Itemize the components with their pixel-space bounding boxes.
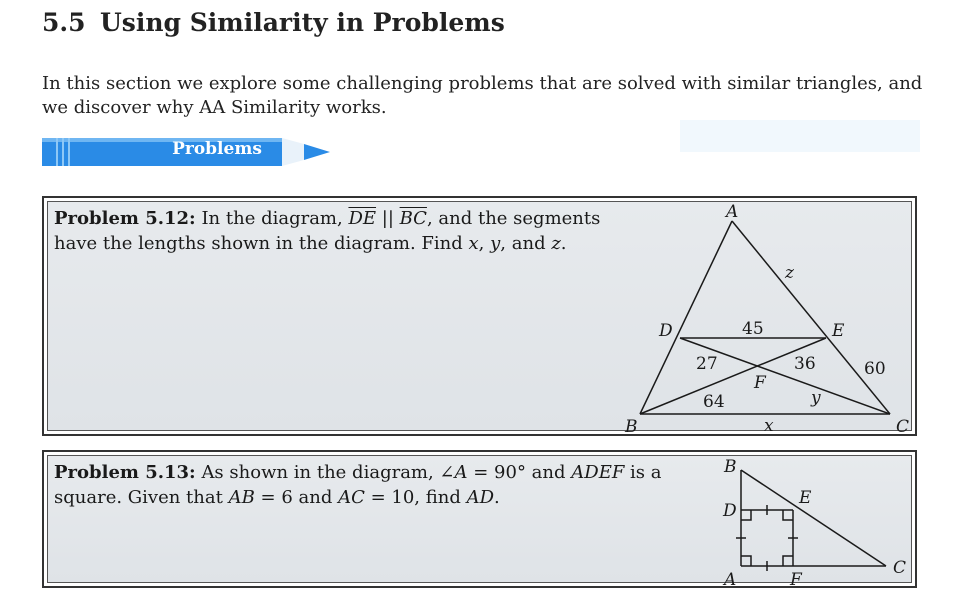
point-e-label: E	[799, 488, 812, 508]
length-df: 27	[696, 354, 718, 374]
length-ec: 60	[864, 359, 886, 379]
point-c-label: C	[896, 417, 910, 436]
section-intro: In this section we explore some challenging problems that are solved with similar triangles, and we discover why AA Similarity works.	[42, 73, 923, 118]
var-ad: AD	[466, 487, 495, 508]
problem-5-13-box	[42, 450, 917, 588]
length-fe: 36	[794, 354, 816, 374]
length-de: 45	[742, 319, 764, 339]
problem-text-part: = 10, find	[364, 487, 467, 508]
problem-5-12-box	[42, 196, 917, 436]
point-a-label: A	[724, 570, 737, 588]
section-heading	[42, 8, 505, 37]
var-ab: AB	[228, 487, 255, 508]
separator: ,	[478, 233, 491, 254]
segment-bc: $\overline{BC}$	[399, 208, 427, 229]
problem-text-part: is a square. Given that	[54, 462, 662, 508]
banner-label: Problems	[172, 139, 262, 159]
length-bc: x	[764, 416, 774, 436]
problem-5-12-panel	[47, 201, 912, 436]
period: .	[560, 233, 567, 254]
faint-banner	[680, 120, 920, 152]
section-number: 5.5	[42, 8, 86, 37]
var-z: z	[551, 233, 561, 254]
var-ac: AC	[338, 487, 365, 508]
segment-de: $\overline{DE}$	[348, 208, 377, 229]
point-f-label: F	[754, 373, 766, 393]
point-b-label: B	[625, 417, 638, 436]
point-e-label: E	[832, 321, 845, 341]
problem-5-12-label: Problem 5.12:	[54, 208, 196, 229]
section-title: Using Similarity in Problems	[100, 8, 505, 37]
problems-banner	[42, 134, 332, 170]
triangle-diagram	[48, 202, 917, 436]
problem-text-part: , and the segments have the lengths shown in the diagram. Find	[54, 208, 601, 254]
point-d-label: D	[723, 501, 737, 521]
parallel-symbol: ||	[376, 208, 400, 229]
problem-5-13-panel	[47, 455, 912, 588]
point-f-label: F	[790, 570, 802, 588]
square-triangle-diagram	[48, 456, 917, 588]
var-y: y	[490, 233, 501, 254]
point-d-label: D	[659, 321, 673, 341]
period: .	[494, 487, 500, 508]
var-a: A	[454, 462, 468, 483]
point-a-label: A	[726, 202, 739, 222]
problem-text-part: As shown in the diagram, ∠	[201, 462, 455, 483]
length-bf: 64	[703, 392, 725, 412]
length-ae: z	[785, 263, 794, 283]
point-b-label: B	[724, 457, 737, 477]
problem-5-13-label: Problem 5.13:	[54, 462, 196, 483]
var-adef: ADEF	[571, 462, 625, 483]
problem-text-part: = 90° and	[467, 462, 572, 483]
point-c-label: C	[893, 558, 907, 578]
var-x: x	[468, 233, 479, 254]
problem-text-part: = 6 and	[254, 487, 339, 508]
separator: , and	[500, 233, 552, 254]
length-fc: y	[811, 388, 821, 408]
problem-text-part: In the diagram,	[201, 208, 349, 229]
